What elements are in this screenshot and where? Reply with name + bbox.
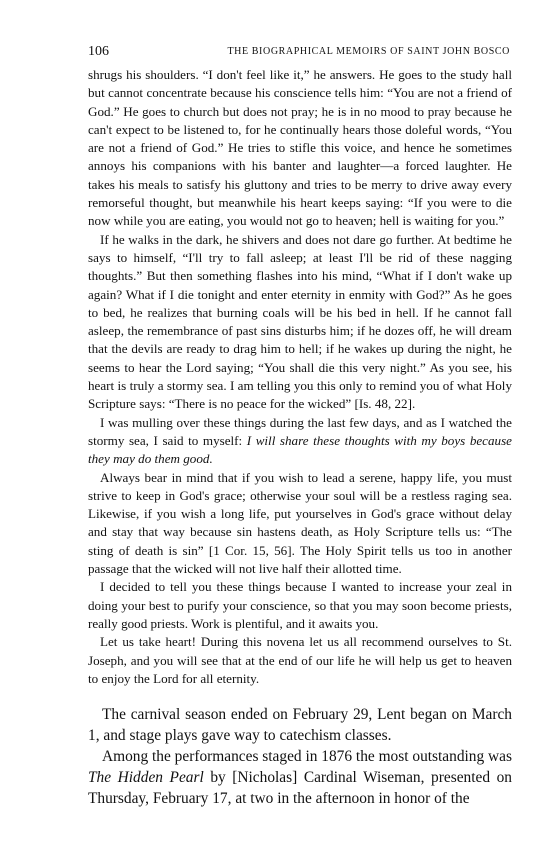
italic-quote: I will share these thoughts with my boys because they may do them good. — [88, 432, 512, 467]
play-title: The Hidden Pearl — [88, 769, 204, 787]
page-number: 106 — [88, 44, 109, 59]
paragraph-take-heart: Let us take heart! During this novena let us all recommend ourselves to St. Joseph, and you will see that at the end of our life he will help us get to heaven to enjoy the Lord for all eternity. — [88, 634, 512, 686]
paragraph-performances-end: by [Nicholas] Cardinal Wiseman, presented on Thursday, February 17, at two in the afternoon in honor of the — [88, 769, 512, 808]
paragraph-increase-zeal: I decided to tell you these things because I wanted to increase your zeal in doing your best to purify your conscience, so that you may soon become priests, really good priests. Work is plentiful, and it awaits you. — [88, 579, 512, 631]
paragraph-stormy-sea-text: I was mulling over these things during the last few days, and as I watched the stormy sea, I said to myself: — [88, 414, 512, 448]
paragraph-performances — [88, 746, 512, 809]
paragraph-stormy-sea — [88, 414, 512, 469]
paragraph-walks-in-dark: If he walks in the dark, he shivers and does not dare go further. At bedtime he says to himself, “I'll try to fall asleep; at least I'll be rid of these nagging thoughts.” But then something flashes into his mind, “What if I don't wake up again? What if I die tonight and enter eternity in enmity with God?” As he goes to bed, he realizes that burning coals will be his bed in hell. If he cannot fall asleep, the remembrance of past sins disturbs him; if he dozes off, he will dream that the devils are ready to drag him to hell; if he wakes up during the night, he seems to hear the Lord saying; “You shall die this very night.” As you see, his heart is truly a stormy sea. I am telling you this only to remind you of what Holy Scripture says: “There is no peace for the wicked” [Is. 48, 22]. — [88, 231, 512, 412]
paragraph-carnival-season: The carnival season ended on February 29, Lent began on March 1, and stage plays gave way to catechism classes. — [88, 706, 512, 745]
paragraph-gods-grace: Always bear in mind that if you wish to lead a serene, happy life, you must strive to keep in God's grace; otherwise your soul will be a restless raging sea. Likewise, if you wish a long life, put yourselves in God's grace without delay and stay that way because sin hastens death, as Holy Scripture tells us: “The sting of death is sin” [1 Cor. 15, 56]. The Holy Spirit tells us too in another passage that the wicked will not live half their allotted time. — [88, 469, 512, 577]
paragraph-performances-start: Among the performances staged in 1876 the most outstanding was — [102, 748, 512, 766]
page-header — [88, 44, 510, 62]
body-text — [88, 66, 512, 809]
running-head: THE BIOGRAPHICAL MEMOIRS OF SAINT JOHN BOSCO — [227, 46, 510, 57]
paragraph-continued: shrugs his shoulders. “I don't feel like it,” he answers. He goes to the study hall but cannot concentrate because his conscience tells him: “You are not a friend of God.” He goes to church but does not pray; he is in no mood to pray because he can't expect to be listened to, for he continually hears those doleful words, “You are not a friend of God.” He tries to stifle this voice, and hence he sometimes annoys his companions with his banter and laughter—a forced laughter. He takes his meals to satisfy his gluttony and tries to be merry to drive away every remorseful thought, but meanwhile his heart keeps saying: “If you were to die now while you are eating, you would not go to heaven; hell is waiting for you.” — [88, 67, 512, 229]
